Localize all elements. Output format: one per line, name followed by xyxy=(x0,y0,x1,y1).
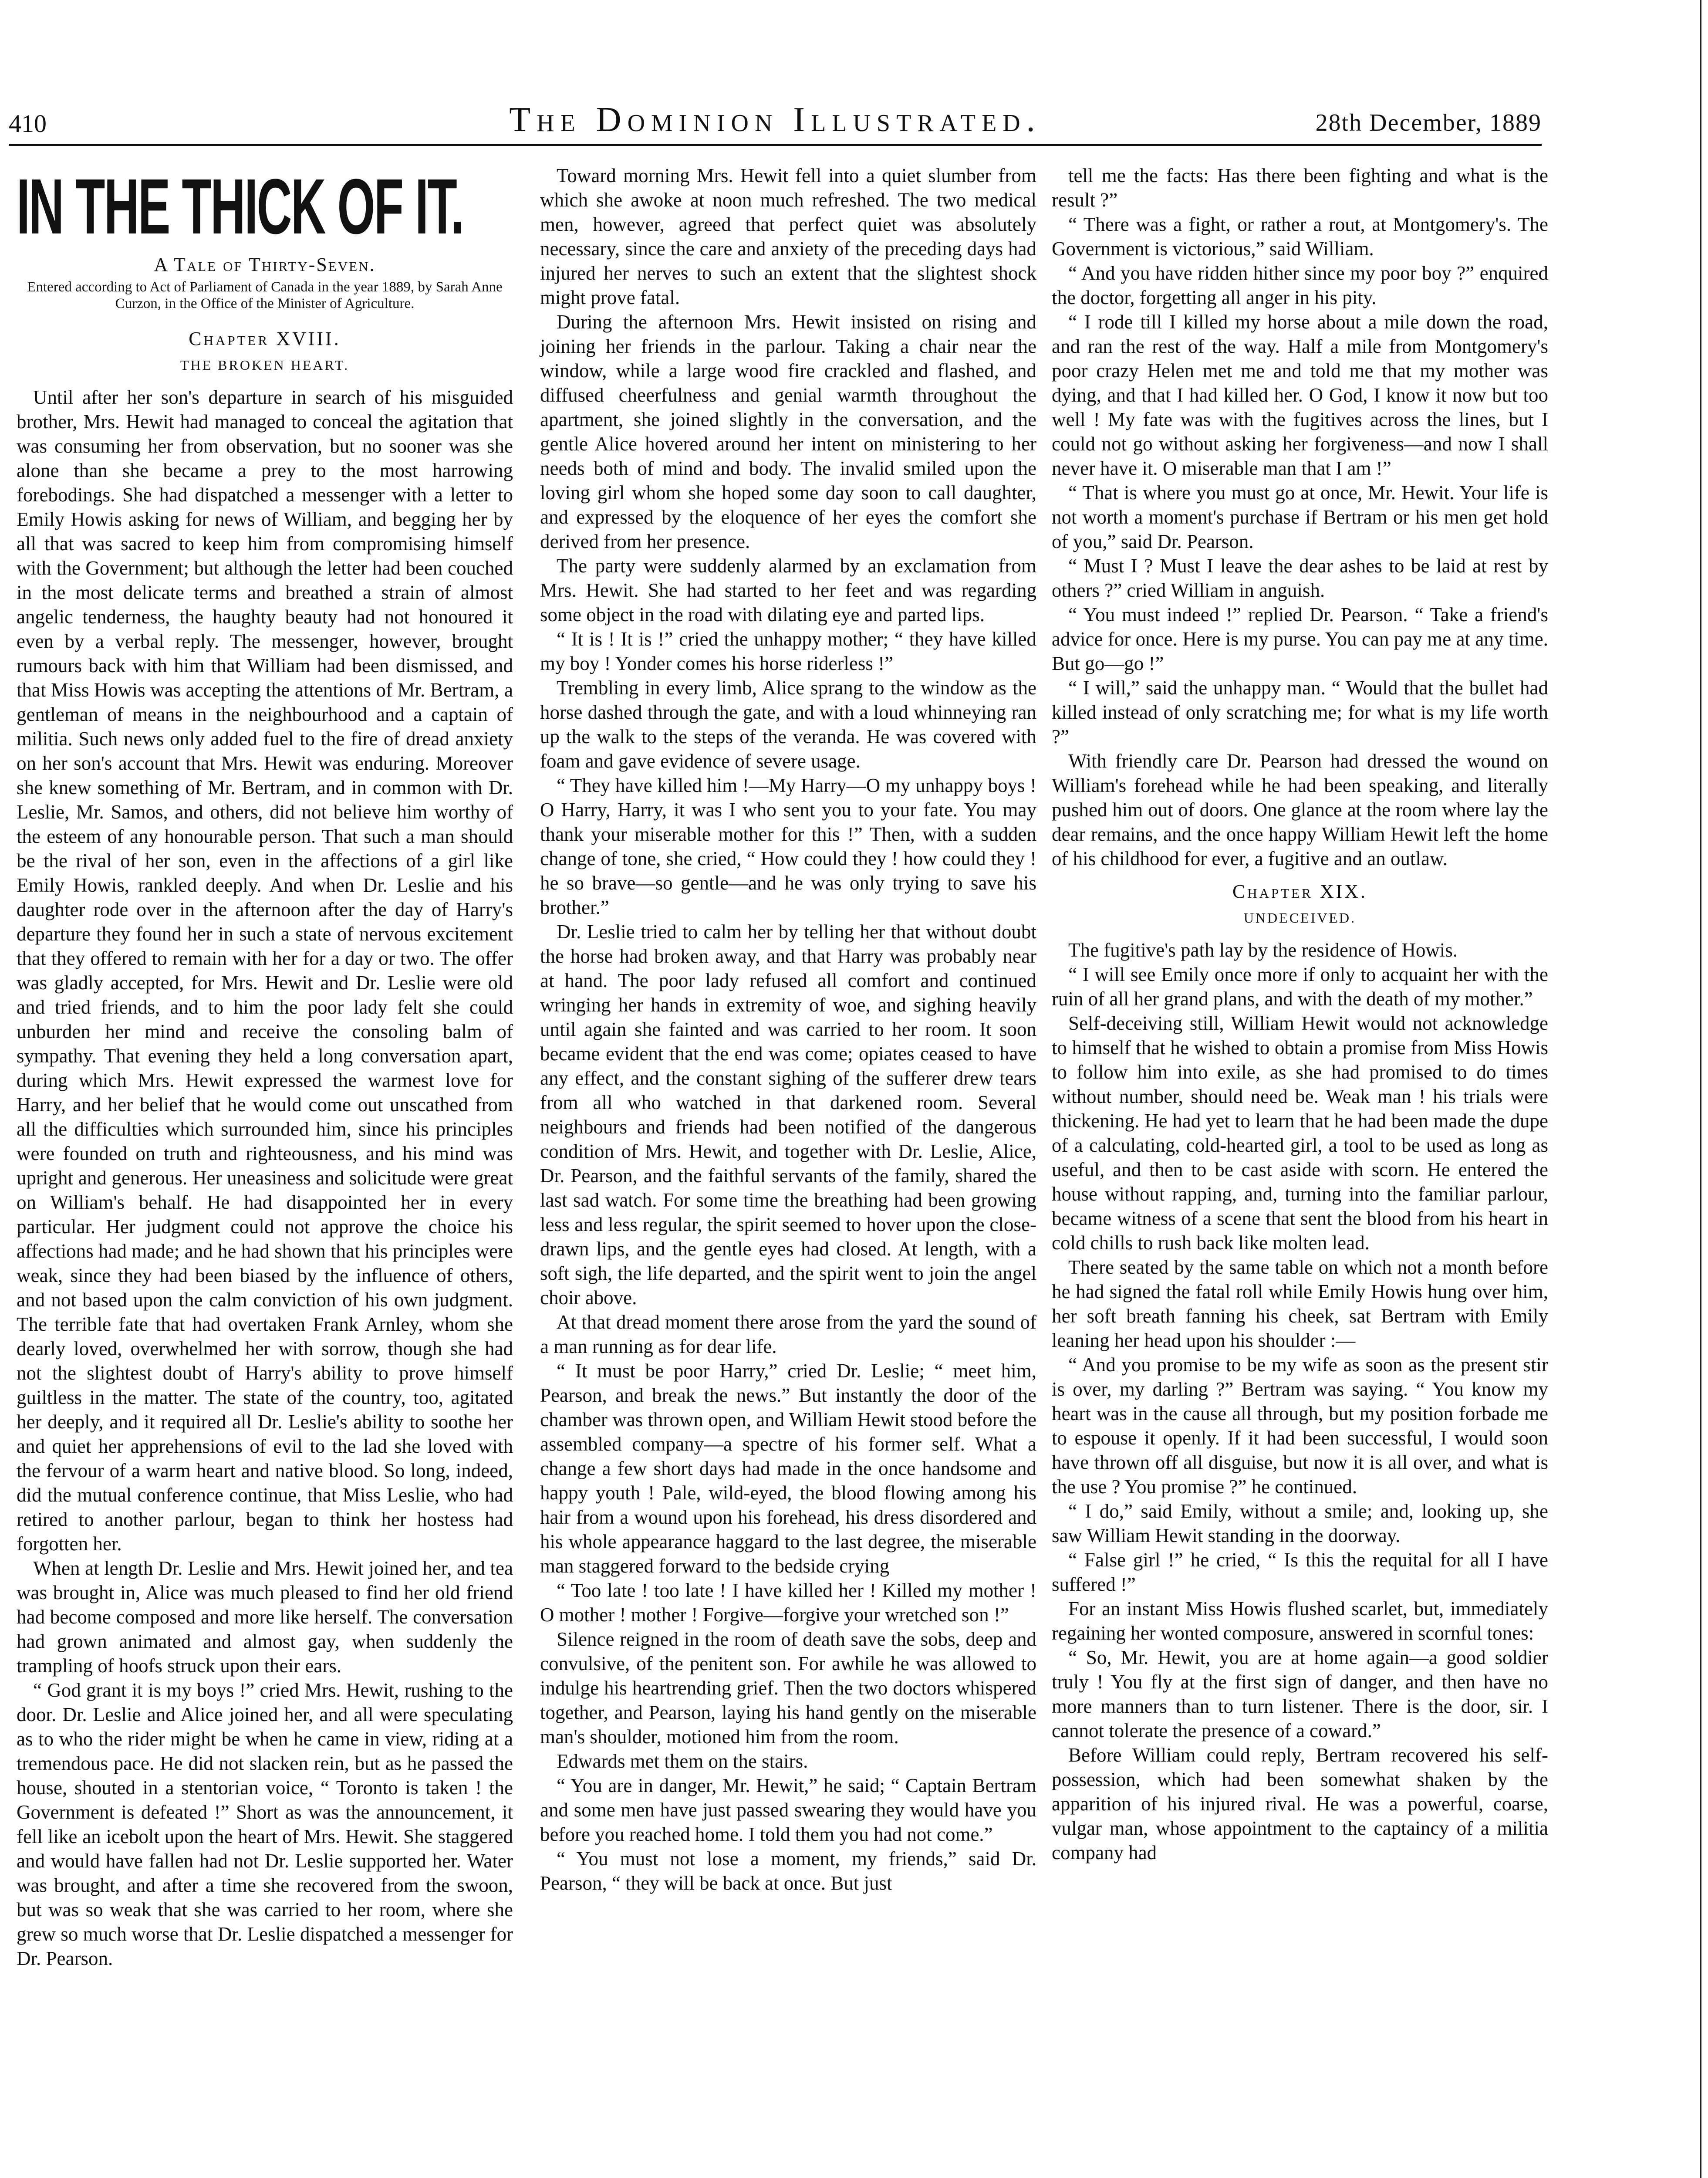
running-head xyxy=(9,100,1542,148)
paragraph: “ Too late ! too late ! I have killed her ! Killed my mother ! O mother ! mother ! Forgive—forgive your wretched son !” xyxy=(540,1579,1036,1626)
paragraph: “ You are in danger, Mr. Hewit,” he said; “ Captain Bertram and some men have just passed swearing they would have you before you reached home. I told them you had not come.” xyxy=(540,1775,1036,1845)
paragraph: With friendly care Dr. Pearson had dressed the wound on William's forehead while he had been speaking, and literally pushed him out of doors. One glance at the room where lay the dear remains, and the once happy William Hewit left the home of his childhood for ever, a fugitive and an outlaw. xyxy=(1052,750,1548,869)
paragraph: “ That is where you must go at once, Mr. Hewit. Your life is not worth a moment's purchase if Bertram or his men get hold of you,” said Dr. Pearson. xyxy=(1052,482,1548,552)
paragraph: Before William could reply, Bertram recovered his self-possession, which had been somewhat shaken by the apparition of his injured rival. He was a powerful, coarse, vulgar man, whose appointment to the captaincy of a militia company had xyxy=(1052,1744,1548,1863)
paragraph: “ And you have ridden hither since my poor boy ?” enquired the doctor, forgetting all anger in his pity. xyxy=(1052,262,1548,308)
chapter-heading: Chapter XIX. xyxy=(1232,881,1368,902)
paragraph: There seated by the same table on which not a month before he had signed the fatal roll while Emily Howis hung over him, her soft breath fanning his cheek, sat Bertram with Emily leaning her head upon his shoulder :— xyxy=(1052,1256,1548,1351)
paragraph: At that dread moment there arose from the yard the sound of a man running as for dear life. xyxy=(540,1311,1036,1357)
masthead: The Dominion Illustrated. xyxy=(509,101,1041,139)
column-2 xyxy=(540,163,1036,1895)
column-1 xyxy=(17,163,513,1971)
paragraph: “ I do,” said Emily, without a smile; and, looking up, she saw William Hewit standing in the doorway. xyxy=(1052,1500,1548,1546)
paragraph: “ They have killed him !—My Harry—O my unhappy boys ! O Harry, Harry, it was I who sent you to your fate. You may thank your miserable mother for this !” Then, with a sudden change of tone, she cried, “ How could they ! how could they ! he so brave—so gentle—and he was only trying to save his brother.” xyxy=(540,774,1036,918)
paragraph: “ So, Mr. Hewit, you are at home again—a good soldier truly ! You fly at the first sign of danger, and then have no more manners than to turn listener. There is the door, sir. I cannot tolerate the presence of a coward.” xyxy=(1052,1647,1548,1742)
paragraph: “ Must I ? Must I leave the dear ashes to be laid at rest by others ?” cried William in anguish. xyxy=(1052,555,1548,601)
paragraph: “ There was a fight, or rather a rout, at Montgomery's. The Government is victorious,” said William. xyxy=(1052,213,1548,260)
paragraph: “ God grant it is my boys !” cried Mrs. Hewit, rushing to the door. Dr. Leslie and Alice joined her, and all were speculating as to who the rider might be when he came in view, riding at a tremendous pace. He did not slacken rein, but as he passed the house, shouted in a stentorian voice, “ Toronto is taken ! the Government is defeated !” Short as was the announcement, it fell like an icebolt upon the heart of Mrs. Hewit. She staggered and would have fallen had not Dr. Leslie supported her. Water was brought, and after a time she recovered from the swoon, but was so weak that she was carried to her room, where she grew so much worse that Dr. Leslie dispatched a messenger for Dr. Pearson. xyxy=(17,1679,513,1969)
paragraph: Until after her son's departure in search of his misguided brother, Mrs. Hewit had managed to conceal the agitation that was consuming her from observation, but no sooner was she alone than she became a prey to the most harrowing forebodings. She had dispatched a messenger with a letter to Emily Howis asking for news of William, and begging her by all that was sacred to keep him from compromising himself with the Government; but although the letter had been couched in the most delicate terms and breathed a strain of almost angelic tenderness, the haughty beauty had not honoured it even by a verbal reply. The messenger, however, brought rumours back with him that William had been dismissed, and that Miss Howis was accepting the attentions of Mr. Bertram, a gentleman of means in the neighbourhood and a captain of militia. Such news only added fuel to the fire of dread anxiety on her son's account that Mrs. Hewit was enduring. Moreover she knew something of Mr. Bertram, and in common with Dr. Leslie, Mr. Samos, and others, did not believe him worthy of the esteem of any honourable person. That such a man should be the rival of her son, even in the affections of a girl like Emily Howis, rankled deeply. And when Dr. Leslie and his daughter rode over in the afternoon after the day of Harry's departure they found her in such a state of nervous excitement that they offered to remain with her for a day or two. The offer was gladly accepted, for Mrs. Hewit and Dr. Leslie were old and tried friends, and to him the poor lady felt she could unburden her mind and receive the consoling balm of sympathy. That evening they held a long conversation apart, during which Mrs. Hewit expressed the warmest love for Harry, and her belief that he would come out unscathed from all the difficulties which surrounded him, since his principles were founded on truth and righteousness, and his mind was upright and generous. Her uneasiness and solicitude were great on William's behalf. He had disappointed her in every particular. Her judgment could not approve the choice his affections had made; and he had shown that his principles were weak, since they had been biased by the influence of others, and not based upon the calm conviction of his own judgment. The terrible fate that had overtaken Frank Arnley, whom she dearly loved, overwhelmed her with sorrow, though she had not the slightest doubt of Harry's ability to prove himself guiltless in the matter. The state of the country, too, agitated her deeply, and it required all Dr. Leslie's ability to soothe her and quiet her apprehensions of evil to the lad she loved with the fervour of a warm heart and native blood. So long, indeed, did the mutual conference continue, that Miss Leslie, who had retired to another parlour, began to think her hostess had forgotten her. xyxy=(17,386,513,1555)
paragraph: When at length Dr. Leslie and Mrs. Hewit joined her, and tea was brought in, Alice was much pleased to find her old friend had become composed and more like herself. The conversation had grown animated and almost gay, when suddenly the trampling of hoofs struck upon their ears. xyxy=(17,1557,513,1677)
paragraph: “ I will see Emily once more if only to acquaint her with the ruin of all her grand plans, and with the death of my mother.” xyxy=(1052,964,1548,1010)
page-number: 410 xyxy=(9,109,47,138)
story-subtitle: A Tale of Thirty-Seven. xyxy=(154,254,376,275)
paragraph: For an instant Miss Howis flushed scarlet, but, immediately regaining her wonted composure, answered in scornful tones: xyxy=(1052,1598,1548,1644)
paragraph: “ And you promise to be my wife as soon as the present stir is over, my darling ?” Bertram was saying. “ You know my heart was in the cause all through, but my position forbade me to espouse it openly. If it had been successful, I would soon have thrown off all disguise, but now it is all over, and what is the use ? You promise ?” he continued. xyxy=(1052,1354,1548,1498)
page-edge-line xyxy=(1700,0,1701,2178)
paragraph: “ It must be poor Harry,” cried Dr. Leslie; “ meet him, Pearson, and break the news.” But instantly the door of the chamber was thrown open, and William Hewit stood before the assembled company—a spectre of his former self. What a change a few short days had made in the once handsome and happy youth ! Pale, wild-eyed, the blood flowing among his hair from a wound upon his forehead, his dress disordered and his whole appearance haggard to the last degree, the miserable man staggered forward to the bedside crying xyxy=(540,1360,1036,1577)
paragraph: Dr. Leslie tried to calm her by telling her that without doubt the horse had broken away, and that Harry was probably near at hand. The poor lady refused all comfort and continued wringing her hands in extremity of woe, and sighing heavily until again she fainted and was carried to her room. It soon became evident that the end was come; opiates ceased to have any effect, and the constant sighing of the sufferer drew tears from all who watched in that darkened room. Several neighbours and friends had been notified of the dangerous condition of Mrs. Hewit, and together with Dr. Leslie, Alice, Dr. Pearson, and the faithful servants of the family, shared the last sad watch. For some time the breathing had been growing less and less regular, the spirit seemed to hover upon the close-drawn lips, and the gentle eyes had closed. At length, with a soft sigh, the life departed, and the spirit went to join the angel choir above. xyxy=(540,921,1036,1309)
column-3 xyxy=(1052,163,1548,1865)
chapter-subheading: THE BROKEN HEART. xyxy=(180,357,350,373)
paragraph: Silence reigned in the room of death save the sobs, deep and convulsive, of the penitent son. For awhile he was allowed to indulge his heartrending grief. Then the two doctors whispered together, and Pearson, laying his hand gently on the miserable man's shoulder, motioned him from the room. xyxy=(540,1628,1036,1748)
paragraph: “ I will,” said the unhappy man. “ Would that the bullet had killed instead of only scratching me; for what is my life worth ?” xyxy=(1052,677,1548,747)
paragraph: “ You must not lose a moment, my friends,” said Dr. Pearson, “ they will be back at once. But just xyxy=(540,1848,1036,1894)
story-title: IN THE THICK OF IT. xyxy=(17,163,463,250)
paragraph: tell me the facts: Has there been fighting and what is the result ?” xyxy=(1052,165,1548,211)
chapter-subheading: UNDECEIVED. xyxy=(1243,910,1357,926)
paragraph: The party were suddenly alarmed by an exclamation from Mrs. Hewit. She had started to her feet and was regarding some object in the road with dilating eye and parted lips. xyxy=(540,555,1036,626)
paragraph: “ It is ! It is !” cried the unhappy mother; “ they have killed my boy ! Yonder comes his horse riderless !” xyxy=(540,628,1036,674)
paragraph: The fugitive's path lay by the residence of Howis. xyxy=(1068,939,1458,961)
paragraph: Edwards met them on the stairs. xyxy=(557,1750,808,1772)
paragraph: During the afternoon Mrs. Hewit insisted on rising and joining her friends in the parlour. Taking a chair near the window, while a large wood fire crackled and flashed, and diffused cheerfulness and genial warmth throughout the apartment, she joined slightly in the conversation, and the gentle Alice hovered around her intent on ministering to her needs both of mind and body. The invalid smiled upon the loving girl whom she hoped some day soon to call daughter, and expressed by the eloquence of her eyes the comfort she derived from her presence. xyxy=(540,311,1036,552)
paragraph: “ False girl !” he cried, “ Is this the requital for all I have suffered !” xyxy=(1052,1549,1548,1595)
paragraph: “ I rode till I killed my horse about a mile down the road, and ran the rest of the way. Half a mile from Montgomery's poor crazy Helen met me and told me that my mother was dying, and that I had killed her. O God, I know it now but too well ! My fate was with the fugitives across the lines, but I could not go without asking her forgiveness—and now I shall never have it. O miserable man that I am !” xyxy=(1052,311,1548,479)
paragraph: Self-deceiving still, William Hewit would not acknowledge to himself that he wished to obtain a promise from Miss Howis to follow him into exile, as she had promised to do times without number, should need be. Weak man ! his trials were thickening. He had yet to learn that he had been made the dupe of a calculating, cold-hearted girl, a tool to be used as long as useful, and then to be cast aside with scorn. He entered the house without rapping, and, turning into the familiar parlour, became witness of a scene that sent the blood from his heart in cold chills to rush back like molten lead. xyxy=(1052,1012,1548,1254)
paragraph: “ You must indeed !” replied Dr. Pearson. “ Take a friend's advice for once. Here is my purse. You can pay me at any time. But go—go !” xyxy=(1052,604,1548,674)
paragraph: Toward morning Mrs. Hewit fell into a quiet slumber from which she awoke at noon much refreshed. The two medical men, however, agreed that perfect quiet was absolutely necessary, since the care and anxiety of the preceding days had injured her nerves to such an extent that the slightest shock might prove fatal. xyxy=(540,165,1036,308)
issue-date: 28th December, 1889 xyxy=(1315,109,1542,136)
header-rule xyxy=(9,144,1542,146)
chapter-heading: Chapter XVIII. xyxy=(189,328,341,349)
copyright-notice: Entered according to Act of Parliament of Canada in the year 1889, by Sarah Anne Curzon, in the Office of the Minister of Agriculture. xyxy=(27,279,503,311)
paragraph: Trembling in every limb, Alice sprang to the window as the horse dashed through the gate, and with a loud whinneying ran up the walk to the steps of the veranda. He was covered with foam and gave evidence of severe usage. xyxy=(540,677,1036,772)
